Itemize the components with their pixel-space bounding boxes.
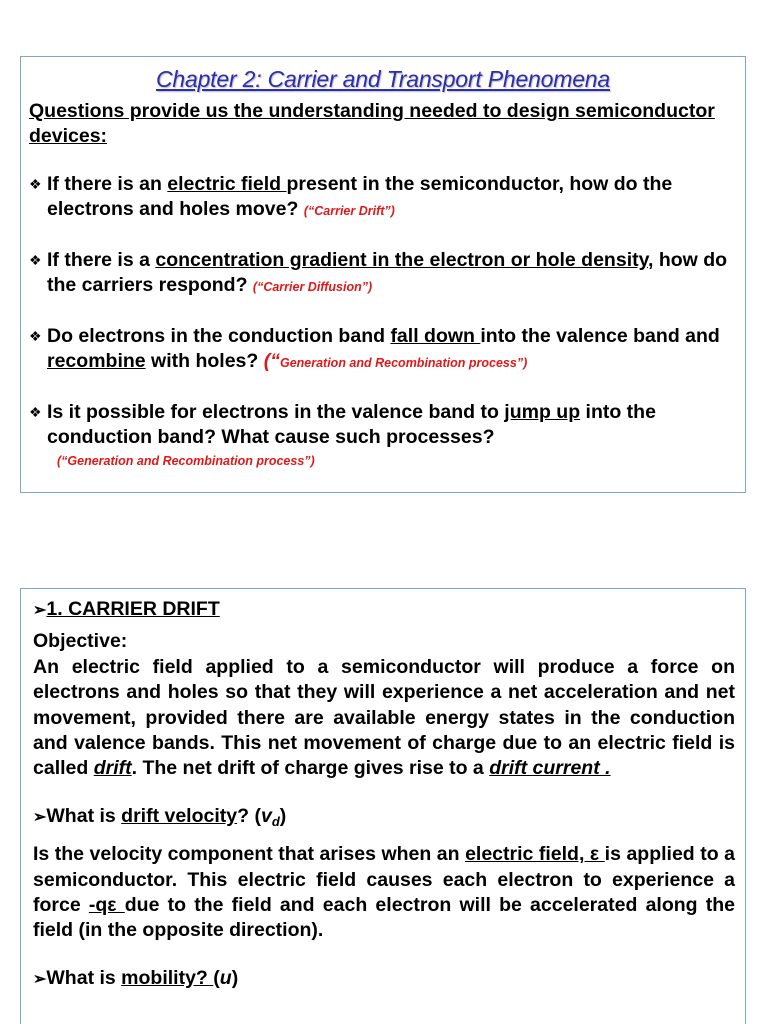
tag-generation-recombination: Generation and Recombination process”)	[279, 356, 528, 370]
question-jump-up: ❖ Is it possible for electrons in the valence band to jump up into the conduction band? What cause such processes? (“Generation and Recombination process”)	[29, 400, 737, 470]
underlined-electric-field: electric field	[167, 173, 287, 195]
question-recombination: ❖ Do electrons in the conduction band fall down into the valence band and recombine with holes? (“Generation and Recombination process”)	[29, 324, 737, 376]
question-concentration-gradient: ❖ If there is a concentration gradient in the electron or hole density, how do the carriers respond? (“Carrier Diffusion”)	[29, 248, 737, 300]
question-mobility: ➢What is mobility? (u)	[33, 966, 239, 989]
question-drift-velocity: ➢What is drift velocity? $(v_d)$	[33, 804, 287, 829]
arrow-bullet-icon: ➢	[33, 970, 47, 988]
term-drift-current: drift current .	[489, 757, 611, 780]
intro-text: Questions provide us the understanding needed to design semiconductor devices:	[29, 100, 715, 147]
underlined-concentration-gradient: concentration gradient in the electron or hole density	[155, 249, 648, 271]
tag-carrier-drift: (“Carrier Drift”)	[303, 204, 395, 218]
slide-carrier-drift	[20, 588, 746, 1024]
objective-label: Objective:	[33, 630, 128, 653]
diamond-bullet-icon: ❖	[29, 252, 42, 268]
tag-carrier-diffusion: (“Carrier Diffusion”)	[252, 280, 373, 294]
question-electric-field: ❖ If there is an electric field present in the semiconductor, how do the electrons and holes move? (“Carrier Drift”)	[29, 172, 737, 224]
underlined-jump-up: jump up	[504, 401, 581, 423]
diamond-bullet-icon: ❖	[29, 328, 42, 344]
arrow-bullet-icon: ➢	[33, 808, 47, 826]
slide-title: Chapter 2: Carrier and Transport Phenomena	[156, 66, 610, 92]
term-drift: drift	[93, 757, 132, 780]
arrow-bullet-icon: ➢	[33, 602, 47, 619]
section-heading: ➢1. CARRIER DRIFT	[33, 598, 220, 620]
objective-paragraph: An electric field applied to a semiconductor will produce a force on electrons and holes so that they will experience a net acceleration and net movement, provided there are available energy states in the conduction and valence bands. This net movement of charge due to an electric field is called drift. The net drift of charge gives rise to a drift current .	[33, 655, 735, 780]
diamond-bullet-icon: ❖	[29, 404, 42, 420]
drift-velocity-answer: Is the velocity component that arises when an electric field, ε is applied to a semiconductor. This electric field causes each electron to experience a force -qε due to the field and each electron will be accelerated along the field (in the opposite direction).	[33, 843, 736, 942]
tag-generation-recombination: (“Generation and Recombination process”)	[57, 454, 315, 468]
underlined-fall-down: fall down	[390, 325, 481, 347]
slide-carrier-transport-questions	[20, 56, 746, 493]
underlined-recombine: recombine	[47, 350, 146, 372]
diamond-bullet-icon: ❖	[29, 176, 42, 192]
